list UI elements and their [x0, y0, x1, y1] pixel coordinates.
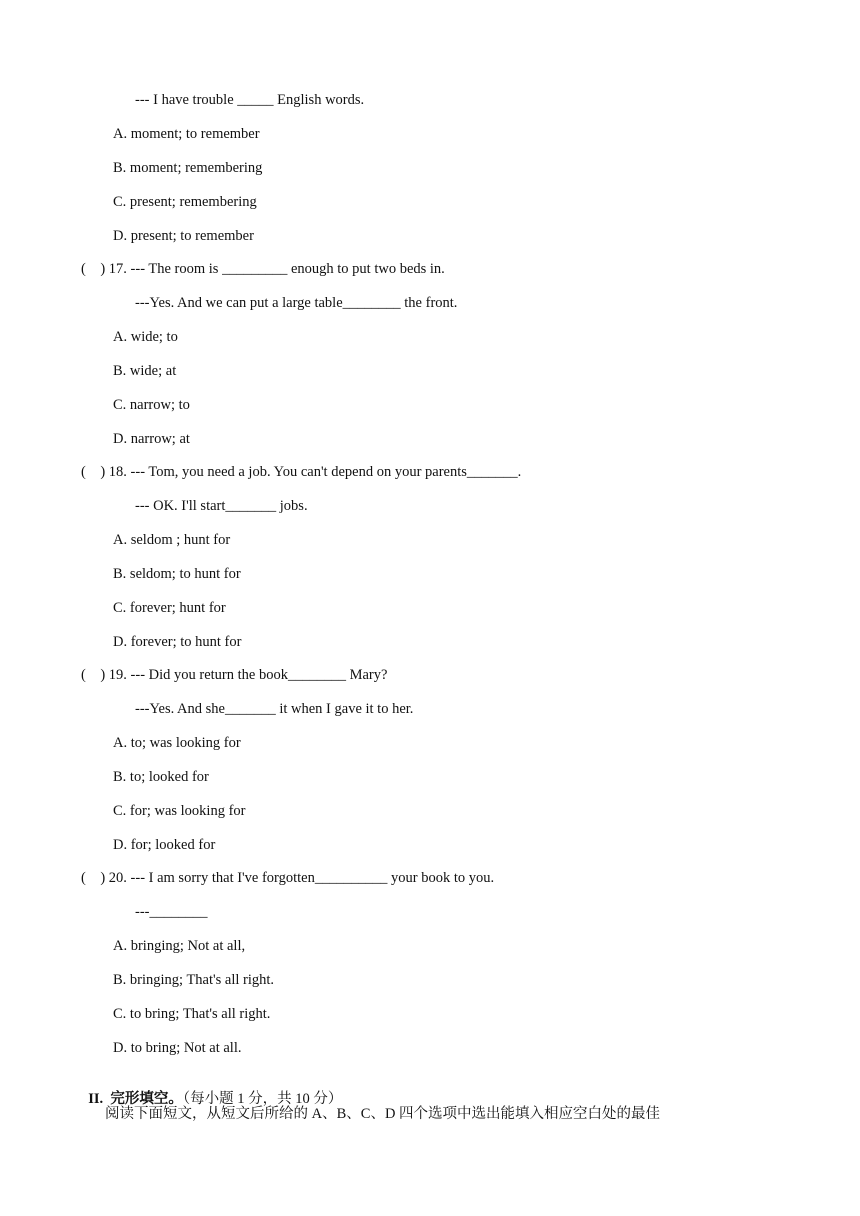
- q17-option-b: B. wide; at: [113, 363, 177, 379]
- q16-option-a: A. moment; to remember: [113, 126, 260, 142]
- q18-option-b: B. seldom; to hunt for: [113, 566, 241, 582]
- section-score: （每小题 1 分，共 10 分）: [182, 1091, 343, 1107]
- q20-option-d: D. to bring; Not at all.: [113, 1040, 242, 1056]
- q16-reply: --- I have trouble _____ English words.: [135, 92, 365, 108]
- q19-reply: ---Yes. And she_______ it when I gave it to her.: [135, 701, 414, 717]
- q18-stem: ( ) 18. --- Tom, you need a job. You can't depend on your parents_______.: [81, 464, 522, 480]
- q19-stem: ( ) 19. --- Did you return the book________ Mary?: [81, 667, 388, 683]
- q20-reply: ---________: [135, 904, 208, 920]
- q20-stem: ( ) 20. --- I am sorry that I've forgotten__________ your book to you.: [81, 870, 495, 886]
- q16-option-b: B. moment; remembering: [113, 160, 263, 176]
- section-heading: [81, 1072, 342, 1108]
- section-title: 完形填空。: [110, 1091, 183, 1107]
- q19-option-d: D. for; looked for: [113, 837, 216, 853]
- q17-reply: ---Yes. And we can put a large table________ the front.: [135, 295, 458, 311]
- q19-option-a: A. to; was looking for: [113, 735, 241, 751]
- section-instruction: 阅读下面短文，从短文后所给的 A、B、C、D 四个选项中选出能填入相应空白处的最佳: [105, 1106, 661, 1122]
- q19-option-c: C. for; was looking for: [113, 803, 246, 819]
- q18-reply: --- OK. I'll start_______ jobs.: [135, 498, 308, 514]
- q17-option-c: C. narrow; to: [113, 397, 190, 413]
- section-number: II.: [88, 1091, 104, 1107]
- q20-option-c: C. to bring; That's all right.: [113, 1006, 271, 1022]
- q19-option-b: B. to; looked for: [113, 769, 209, 785]
- q16-option-c: C. present; remembering: [113, 194, 257, 210]
- q20-option-a: A. bringing; Not at all,: [113, 938, 246, 954]
- q17-stem: ( ) 17. --- The room is _________ enough to put two beds in.: [81, 261, 445, 277]
- q20-option-b: B. bringing; That's all right.: [113, 972, 275, 988]
- q17-option-a: A. wide; to: [113, 329, 178, 345]
- q18-option-a: A. seldom ; hunt for: [113, 532, 231, 548]
- q18-option-c: C. forever; hunt for: [113, 600, 226, 616]
- q16-option-d: D. present; to remember: [113, 228, 254, 244]
- q18-option-d: D. forever; to hunt for: [113, 634, 242, 650]
- q17-option-d: D. narrow; at: [113, 431, 190, 447]
